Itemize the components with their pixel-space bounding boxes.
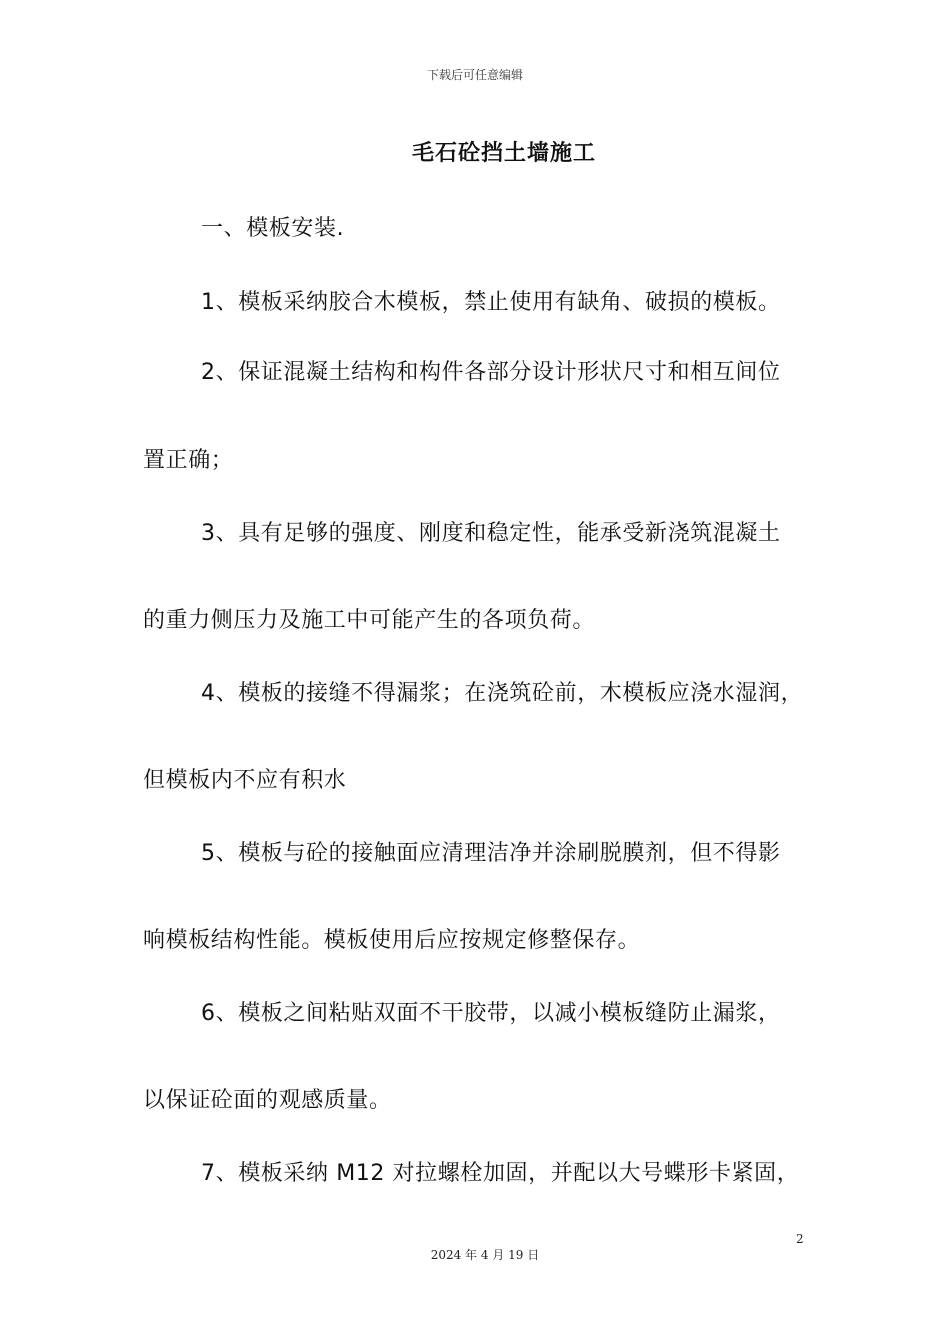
page-number: 2 — [796, 1232, 804, 1246]
paragraph-line: 的重力侧压力及施工中可能产生的各项负荷。 — [143, 608, 596, 633]
paragraph-line: 6、模板之间粘贴双面不干胶带，以减小模板缝防止漏浆， — [201, 1001, 781, 1026]
header-note: 下载后可任意编辑 — [426, 68, 523, 82]
document-title: 毛石砼挡土墙施工 — [411, 141, 596, 166]
section-heading: 一、模板安装. — [201, 216, 345, 241]
paragraph-line: 4、模板的接缝不得漏浆；在浇筑砼前，木模板应浇水湿润， — [201, 681, 804, 706]
paragraph-line: 2、保证混凝土结构和构件各部分设计形状尺寸和相互间位 — [201, 360, 781, 385]
paragraph-line: 置正确； — [143, 448, 234, 473]
paragraph-line: 但模板内不应有积水 — [143, 768, 347, 793]
footer-date: 2024 年 4 月 19 日 — [430, 1248, 540, 1262]
paragraph-line: 5、模板与砼的接触面应清理洁净并涂刷脱膜剂，但不得影 — [201, 841, 781, 866]
paragraph-line: 以保证砼面的观感质量。 — [143, 1088, 392, 1113]
paragraph-line: 7、模板采纳 M12 对拉螺栓加固，并配以大号蝶形卡紧固， — [201, 1161, 800, 1186]
paragraph-line: 3、具有足够的强度、刚度和稳定性，能承受新浇筑混凝土 — [201, 521, 781, 546]
paragraph-line: 1、模板采纳胶合木模板，禁止使用有缺角、破损的模板。 — [201, 290, 781, 315]
paragraph-line: 响模板结构性能。模板使用后应按规定修整保存。 — [143, 928, 641, 953]
